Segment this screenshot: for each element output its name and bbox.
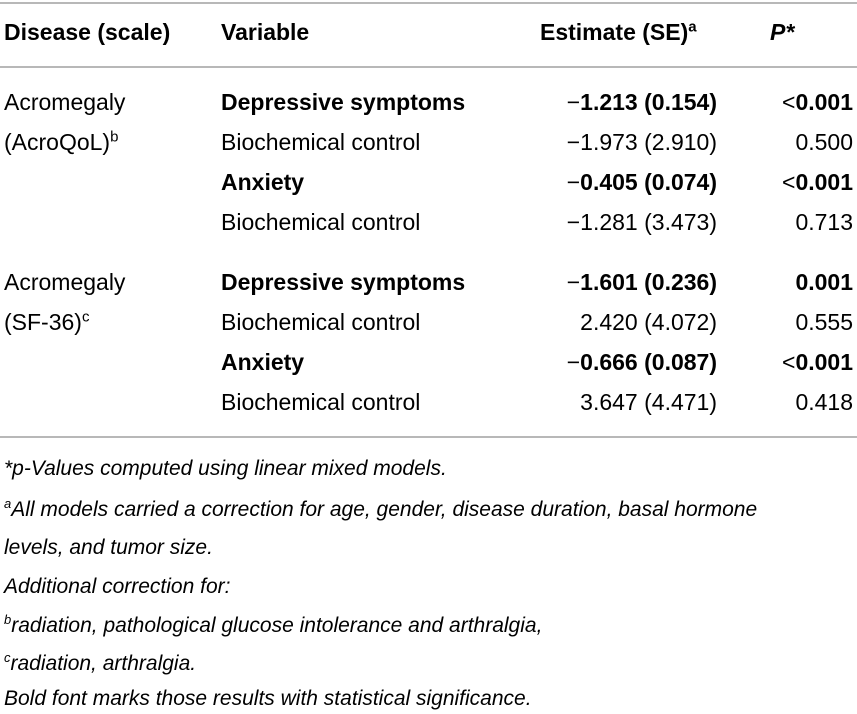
g2-row3-variable: Anxiety	[221, 349, 305, 375]
g2-row1-value: 1.601 (0.236)	[580, 269, 717, 295]
g1-row4-value: 1.281 (3.473)	[580, 209, 717, 235]
g2-row1-sign: −	[566, 269, 581, 295]
header-estimate-label: Estimate (SE)	[540, 19, 689, 45]
g1-row2-value: 1.973 (2.910)	[580, 129, 717, 155]
g2-row3-p-value: 0.001	[795, 349, 853, 375]
group-1-scale: (AcroQoL)	[4, 129, 111, 155]
g2-row4-estimate	[580, 388, 717, 416]
g2-row2-estimate	[580, 308, 717, 336]
bottom-rule	[0, 436, 857, 438]
g1-row3-sign: −	[566, 169, 581, 195]
header-disease-scale: Disease (scale)	[4, 19, 171, 45]
footnote-b-sup: b	[4, 612, 12, 627]
footnote-additional: Additional correction for:	[4, 575, 231, 598]
g2-row2-p	[795, 308, 853, 336]
g1-row3-variable: Anxiety	[221, 169, 305, 195]
g1-row1-p	[782, 88, 853, 116]
g1-row3-p	[782, 168, 853, 196]
g1-row4-sign: −	[566, 209, 581, 235]
footnote-c-text: radiation, arthralgia.	[10, 652, 197, 675]
g2-row2-p-value: 0.555	[795, 309, 853, 335]
footnote-a-sup: a	[4, 496, 12, 511]
header-variable: Variable	[221, 19, 310, 45]
group-1-disease-line2	[4, 128, 118, 156]
g2-row3-estimate	[567, 348, 717, 376]
g1-row4-estimate	[567, 208, 717, 236]
g1-row2-p	[795, 128, 853, 156]
footnote-bold-note: Bold font marks those results with statistical significance.	[4, 687, 532, 710]
g1-row2-p-value: 0.500	[795, 129, 853, 155]
g2-row4-value: 3.647 (4.471)	[580, 389, 717, 415]
footnote-star: *p-Values computed using linear mixed models.	[4, 457, 447, 480]
g2-row2-value: 2.420 (4.072)	[580, 309, 717, 335]
g2-row2-variable: Biochemical control	[221, 309, 421, 335]
group-2-disease-line1: Acromegaly	[4, 269, 126, 295]
g1-row2-sign: −	[566, 129, 581, 155]
g1-row1-value: 1.213 (0.154)	[580, 89, 717, 115]
group-2-scale: (SF-36)	[4, 309, 82, 335]
g1-row1-variable: Depressive symptoms	[221, 89, 466, 115]
group-1-disease-line1: Acromegaly	[4, 89, 126, 115]
g1-row2-variable: Biochemical control	[221, 129, 421, 155]
g2-row3-p-prefix: <	[782, 349, 796, 375]
g1-row1-p-prefix: <	[782, 89, 796, 115]
group-2-disease-line2	[4, 308, 89, 336]
g2-row1-p-value: 0.001	[795, 269, 853, 295]
g1-row1-p-value: 0.001	[795, 89, 853, 115]
header-estimate-sup: a	[688, 18, 697, 36]
g2-row1-p	[795, 268, 853, 296]
footnote-c-sup: c	[4, 650, 11, 665]
g2-row3-value: 0.666 (0.087)	[580, 349, 717, 375]
g2-row4-p	[795, 388, 853, 416]
header-p-value: P*	[770, 19, 795, 45]
footnote-a-text: All models carried a correction for age, gender, disease duration, basal hormone	[11, 498, 758, 521]
group-1-scale-sup: b	[110, 128, 119, 146]
footnote-b-text: radiation, pathological glucose intolerance and arthralgia,	[11, 614, 543, 637]
g2-row4-variable: Biochemical control	[221, 389, 421, 415]
header-rule	[0, 66, 857, 68]
g2-row4-p-value: 0.418	[795, 389, 853, 415]
footnote-a-line1	[4, 497, 757, 523]
g1-row3-p-prefix: <	[782, 169, 796, 195]
footnote-c	[4, 651, 196, 677]
g1-row3-value: 0.405 (0.074)	[580, 169, 717, 195]
g1-row3-estimate	[567, 168, 717, 196]
group-2-scale-sup: c	[81, 308, 90, 326]
g1-row4-variable: Biochemical control	[221, 209, 421, 235]
footnote-b	[4, 613, 542, 639]
g1-row3-p-value: 0.001	[795, 169, 853, 195]
footnote-a-line2: levels, and tumor size.	[4, 536, 213, 559]
header-estimate	[540, 18, 697, 46]
g1-row4-p-value: 0.713	[795, 209, 853, 235]
g1-row4-p	[795, 208, 853, 236]
g2-row3-sign: −	[566, 349, 581, 375]
g2-row1-variable: Depressive symptoms	[221, 269, 466, 295]
g1-row1-sign: −	[566, 89, 581, 115]
g2-row3-p	[782, 348, 853, 376]
top-rule	[0, 2, 857, 4]
g1-row1-estimate	[567, 88, 717, 116]
g2-row1-estimate	[567, 268, 717, 296]
g1-row2-estimate	[567, 128, 717, 156]
